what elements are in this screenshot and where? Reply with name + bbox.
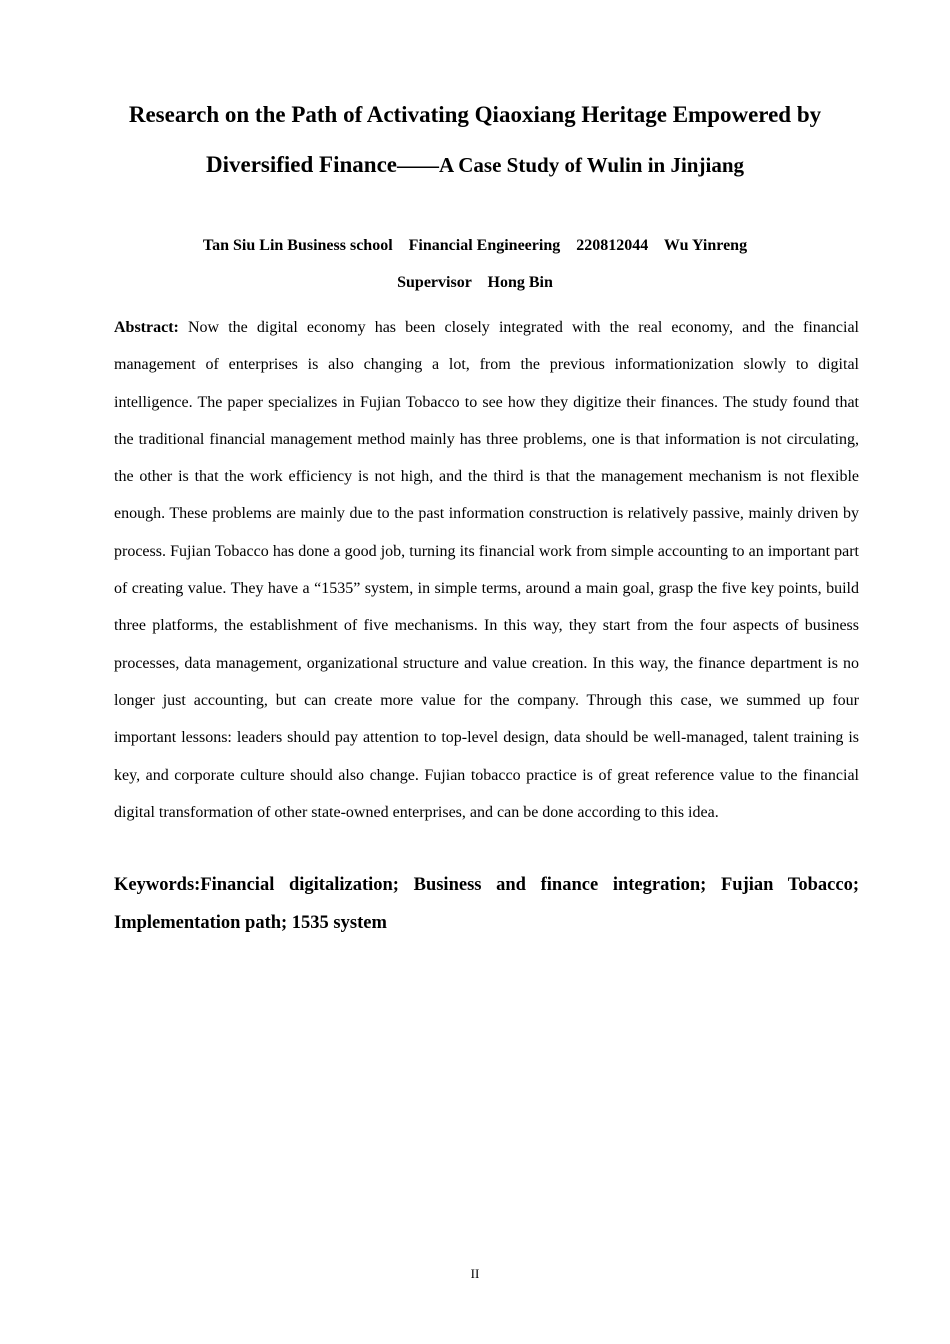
paper-title-main: Diversified Finance (206, 152, 397, 177)
paper-title-line-2 (60, 152, 890, 178)
abstract-text: Now the digital economy has been closely integrated with the real economy, and the financial management of enterprises is also changing a lot, from the previous informationization slowly to digital intelligence. The paper specializes in Fujian Tobacco to see how they digitize their finances. The study found that the traditional financial management method mainly has three problems, one is that information is not circulating, the other is that the work efficiency is not high, and the third is that the management mechanism is not flexible enough. These problems are mainly due to the past information construction is relatively passive, mainly driven by process. Fujian Tobacco has done a good job, turning its financial work from simple accounting to an important part of creating value. They have a “1535” system, in simple terms, around a main goal, grasp the five key points, build three platforms, the establishment of five mechanisms. In this way, they start from the four aspects of business processes, data management, organizational structure and value creation. In this way, the finance department is no longer just accounting, but can create more value for the company. Through this case, we summed up four important lessons: leaders should pay attention to top-level design, data should be well-managed, talent training is key, and corporate culture should also change. Fujian tobacco practice is of great reference value to the financial digital transformation of other state-owned enterprises, and can be done according to this idea. (114, 319, 859, 821)
paper-title-subtitle: ——A Case Study of Wulin in Jinjiang (397, 153, 744, 177)
author-info: Tan Siu Lin Business school Financial Engineering 220812044 Wu Yinreng (202, 237, 748, 254)
page-number: II (470, 1266, 480, 1281)
paper-title-line-1: Research on the Path of Activating Qiaoxiang Heritage Empowered by (128, 102, 822, 127)
supervisor-info: Supervisor Hong Bin (397, 274, 553, 291)
keywords-paragraph: Keywords:Financial digitalization; Business and finance integration; Fujian Tobacco; Implementation path; 1535 system (114, 875, 859, 933)
abstract-label: Abstract: (114, 319, 179, 336)
abstract-paragraph (114, 309, 859, 831)
